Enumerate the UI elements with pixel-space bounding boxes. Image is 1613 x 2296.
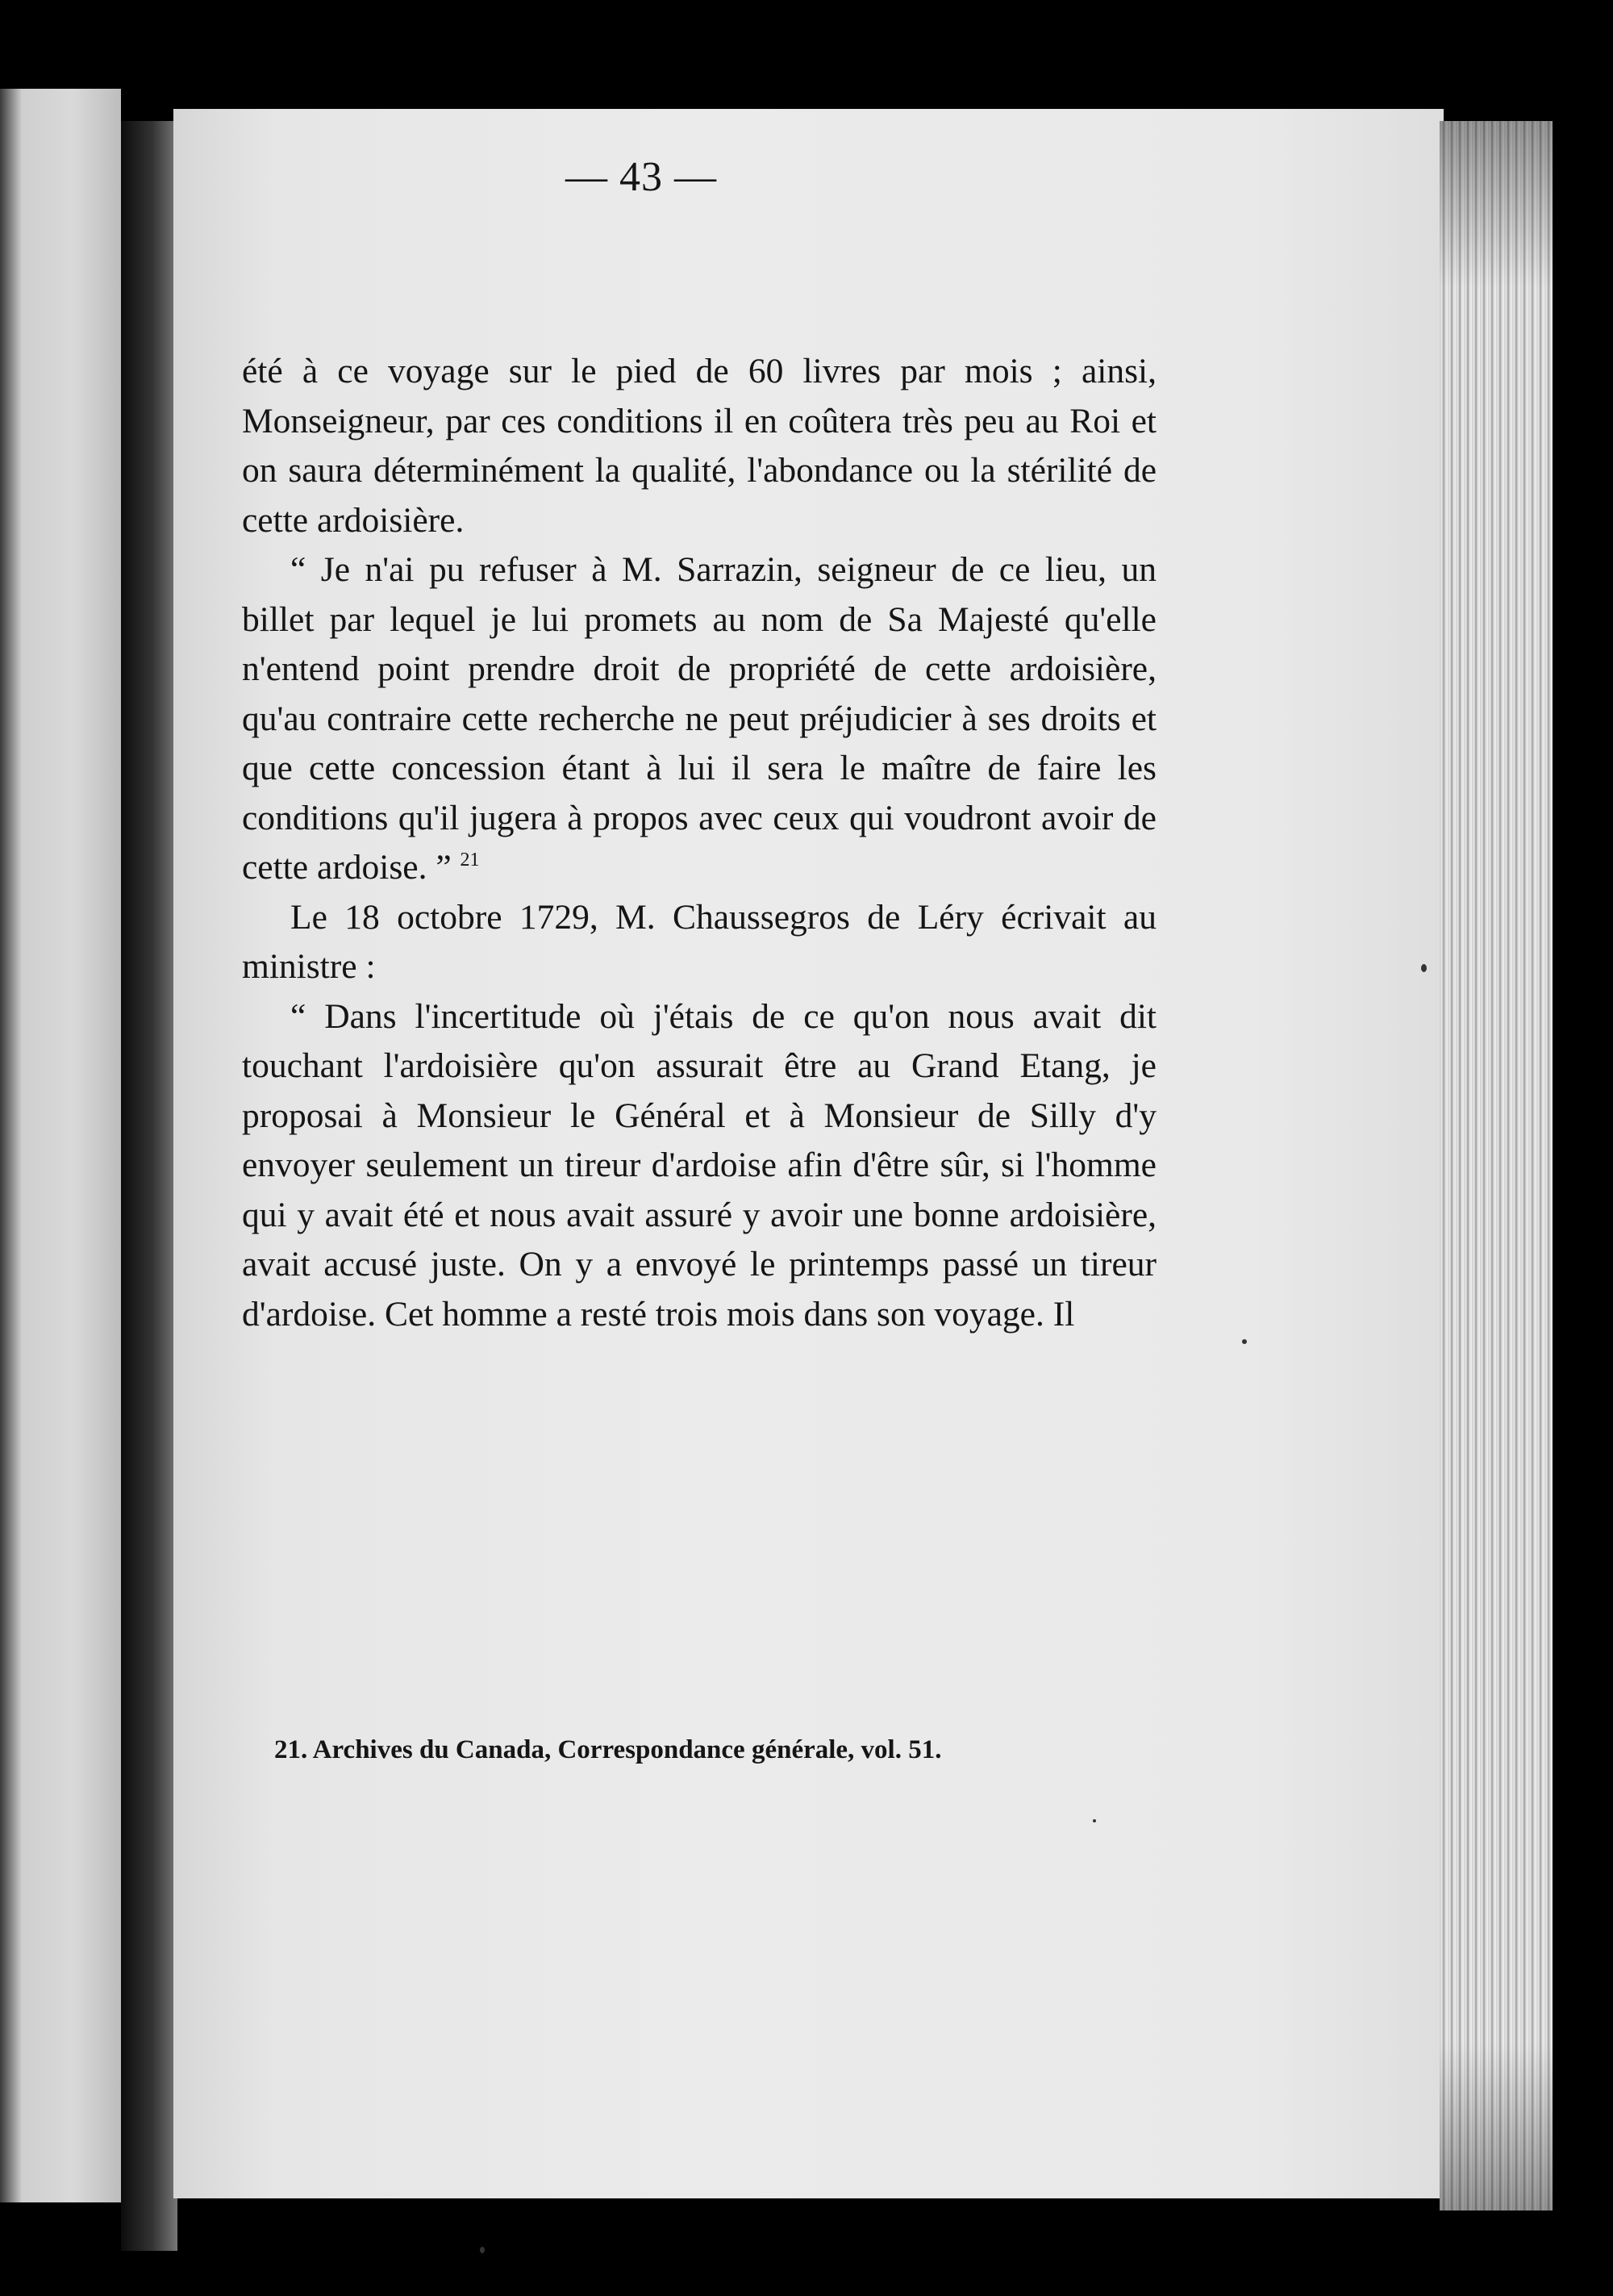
- page-stack-edges: [1440, 121, 1553, 2210]
- footnote-reference: 21: [460, 850, 480, 870]
- dust-speck: [480, 2247, 485, 2253]
- book-gutter-shadow: [121, 121, 177, 2251]
- paragraph-2-text: “ Je n'ai pu refuser à M. Sarrazin, seigneur de ce lieu, un billet par lequel je lui promets au nom de Sa Majesté qu'elle n'entend point prendre droit de propriété de cette ardoisière, qu'au contraire cette recherche ne peut préjudicier à ses droits et que cette concession étant à lui il sera le maître de faire les conditions qu'il jugera à propos avec ceux qui voudront avoir de cette ardoise. ”: [242, 550, 1157, 887]
- dust-speck: [1093, 1819, 1096, 1822]
- paragraph-4: “ Dans l'incertitude où j'étais de ce qu'on nous avait dit touchant l'ardoisière qu'on assurait être au Grand Etang, je proposai à Monsieur le Général et à Monsieur de Silly d'y envoyer seulement un tireur d'ardoise afin d'être sûr, si l'homme qui y avait été et nous avait assuré y avoir une bonne ardoisière, avait accusé juste. On y a envoyé le printemps passé un tireur d'ardoise. Cet homme a resté trois mois dans son voyage. Il: [242, 996, 1157, 1334]
- paragraph-2: [242, 545, 1157, 893]
- paragraph-3: Le 18 octobre 1729, M. Chaussegros de Léry écrivait au ministre :: [242, 897, 1157, 986]
- footnote: 21. Archives du Canada, Correspondance générale, vol. 51.: [274, 1735, 942, 1764]
- dust-speck: [1421, 964, 1427, 972]
- dust-speck: [1242, 1339, 1247, 1344]
- page-number: — 43 —: [565, 154, 717, 200]
- previous-page-edge: [0, 89, 121, 2202]
- paragraph-1: été à ce voyage sur le pied de 60 livres par mois ; ainsi, Monseigneur, par ces conditions il en coûtera très peu au Roi et on saura déterminément la qualité, l'abondance ou la stérilité de cette ardoisière.: [242, 352, 1157, 540]
- body-text: [242, 347, 1157, 1339]
